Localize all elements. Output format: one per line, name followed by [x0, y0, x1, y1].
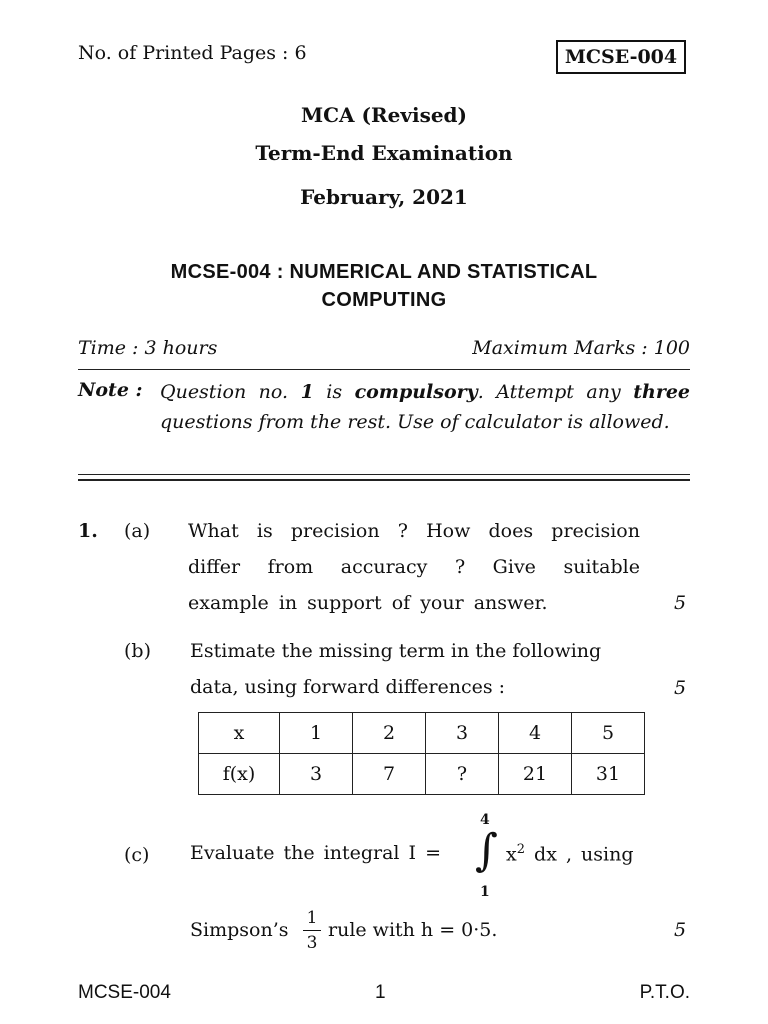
integral-upper-limit: 4 — [480, 812, 490, 828]
part-c-label: (c) — [124, 844, 150, 866]
table-cell: ? — [426, 754, 499, 795]
note-label: Note : — [78, 379, 143, 401]
table-cell: 5 — [572, 713, 645, 754]
note-question-number: 1 — [300, 381, 314, 403]
question-number: 1. — [78, 520, 98, 542]
table-cell: f(x) — [199, 754, 280, 795]
note-text: Question no. 1 is compulsory. Attempt any three questions from the rest. Use of calculator is allowed. — [160, 381, 691, 433]
integral-sign-icon: ∫ — [475, 825, 498, 876]
part-a-text: What is precision ? How does precision differ from accuracy ? Give suitable example in support of your answer. — [188, 520, 640, 614]
table-cell: 4 — [499, 713, 572, 754]
exam-date: February, 2021 — [300, 185, 468, 209]
table-cell: 1 — [280, 713, 353, 754]
table-cell: 3 — [280, 754, 353, 795]
part-a-marks: 5 — [674, 592, 687, 614]
note-compulsory: compulsory — [354, 381, 478, 403]
table-cell: 3 — [426, 713, 499, 754]
table-row — [199, 713, 645, 754]
exam-title: Term-End Examination — [255, 141, 513, 165]
table-cell: 21 — [499, 754, 572, 795]
part-b-label: (b) — [124, 640, 151, 662]
course-title: MCA (Revised) — [301, 103, 467, 127]
part-c-marks: 5 — [674, 919, 687, 941]
integrand-exponent: 2 — [516, 842, 525, 857]
part-b-marks: 5 — [674, 677, 687, 699]
integral-lower-limit: 1 — [480, 884, 490, 900]
subject-title-line2: COMPUTING — [321, 289, 447, 311]
note-three: three — [633, 381, 691, 403]
data-table — [198, 712, 645, 795]
table-row — [199, 754, 645, 795]
fraction-one-third — [303, 908, 321, 953]
footer-pto: P.T.O. — [639, 982, 690, 1003]
divider — [78, 369, 690, 370]
footer-paper-code: MCSE-004 — [78, 982, 171, 1003]
maximum-marks: Maximum Marks : 100 — [472, 337, 690, 359]
subject-title-line1: MCSE-004 : NUMERICAL AND STATISTICAL — [170, 261, 598, 283]
simpson-text: Simpson’s — [190, 919, 289, 941]
paper-code-box: MCSE-004 — [556, 40, 686, 74]
footer-page-number: 1 — [375, 982, 386, 1003]
divider — [78, 474, 690, 475]
table-cell: 7 — [353, 754, 426, 795]
table-cell: 2 — [353, 713, 426, 754]
fraction-numerator: 1 — [306, 908, 318, 928]
table-cell: x — [199, 713, 280, 754]
printed-pages-count: No. of Printed Pages : 6 — [78, 42, 307, 64]
divider — [78, 479, 690, 481]
part-c-text: Evaluate the integral I = — [190, 842, 441, 864]
table-cell: 31 — [572, 754, 645, 795]
part-b-text: Estimate the missing term in the following data, using forward differences : — [190, 640, 602, 698]
fraction-bar — [303, 930, 321, 931]
fraction-denominator: 3 — [306, 933, 318, 953]
part-a-label: (a) — [124, 520, 151, 542]
integrand: $x^2$ dx , using — [506, 842, 634, 866]
rule-text: rule with h = 0·5. — [328, 919, 498, 941]
time-allowed: Time : 3 hours — [78, 337, 218, 359]
